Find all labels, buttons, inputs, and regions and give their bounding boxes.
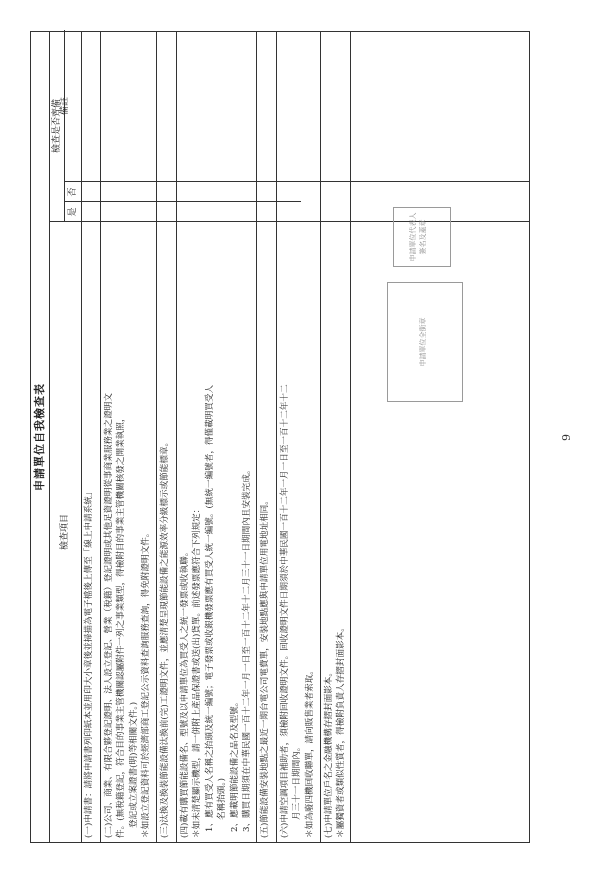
table-header [49,32,82,842]
row-text: (七)申請單位戶名之金融機構存摺封面影本。 ＊屬獨資者或類似性質者，得檢附負責人存摺封面影本。 [324,623,347,838]
page-number: 9 [560,434,573,441]
header-yes: 是 [68,207,78,217]
header-check: 檢查是否齊備 [49,30,65,222]
table-row [157,32,177,842]
row-text: (一)申請書：請將申請書列印紙本並用印大小章後並掃描為電子檔後上傳至「線上申請系統」 [84,487,94,838]
table-title: 申請單位自我檢查表 [31,32,50,842]
table-body [81,32,529,842]
column-divider [49,221,529,222]
table-row [101,32,157,842]
header-note: 備註 [60,97,70,116]
row-text: (三)汰換及換裝節能設備汰換前(完)工證明文件，並應清楚呈現節能設備之能源效率分級標示或節能標章。 [160,437,170,838]
representative-seal-box: 申請單位代表人簽名及蓋章 [393,207,451,267]
row-text: (五)節能設備安裝地點之最近一期台電公司電費單，安裝地點應與申請單位用電地址相同。 [260,496,270,838]
row-text: (六)申請空調項目補助者，須檢附回收證明文件。回收證明文件日期須於中華民國一百十二年一月一日至一百十二年十二 月三十一日期間內。 ＊如為廢四機回收聯單，請向販售業者索取。 [280,384,315,838]
checklist-table [30,31,530,843]
header-no: 否 [68,187,78,197]
row-text: (二)公司、商業、有限合夥登記證明、法人設立登記、營業（稅籍）登記證明或其他足資證明從事商業服務業之證明文 件。(無稅籍登記，符合目的事業主管機關認屬附件一列之事業類型，得檢附目的事業主管機關核發之開業執照， 登記或立案證書(明)等相關文件。) ＊如設立登記資料可於經濟部商工登記公示資料查詢服務查詢，得免附證明文件。 [104,393,152,838]
row-text: (四)載有購買節能設備名、型號及以申請單位為買受人之統一發票或收執聯。 ＊如未清楚顯示機型，請一併附上產品保證書或送(出)貨單。前述發票應符合下列規定： 1、應有買受人名稱之抬頭及統一編號；電子發票或收銀機發票應有買受人統一編號。(無統一編號者，得僅載明買受人 名稱抬頭。) 2、應載明節能設備之品名及型號。 3、購買日期須在中華民國一百十二年一月一日至一百十二年十二月三十一日期間內且安裝完成。 [180,384,253,838]
table-row [277,32,321,842]
table-row [257,32,277,842]
company-seal-box: 申請單位全銜章 [387,282,463,402]
table-row [321,32,351,842]
table-row [81,32,101,842]
header-item: 檢查項目 [60,514,70,551]
table-row [177,32,257,842]
column-divider [65,181,529,182]
column-divider [65,201,301,202]
